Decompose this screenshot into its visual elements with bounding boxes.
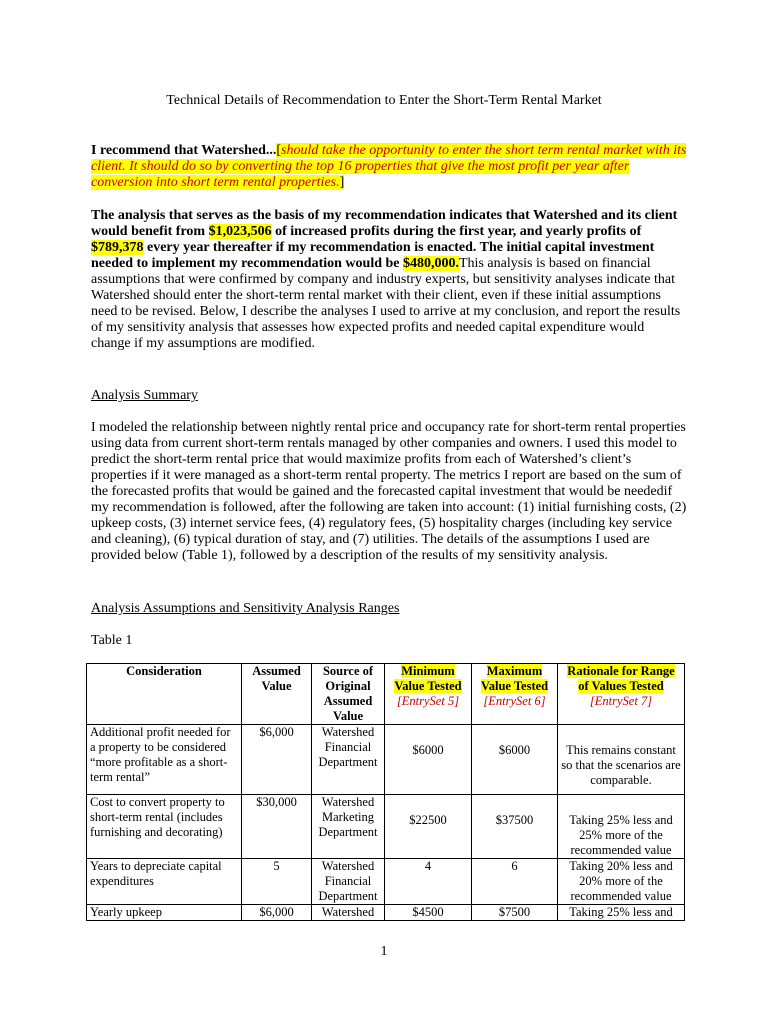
table-row (87, 795, 685, 859)
row-source: Watershed Marketing Department (312, 795, 385, 859)
row-source: Watershed (312, 905, 385, 921)
basis-text-b: of increased profits during the first year, and yearly profits of (271, 224, 642, 239)
row-max: $6000 (472, 725, 558, 795)
analysis-summary-paragraph: I modeled the relationship between nightly rental price and occupancy rate for short-term rental properties using data from current short-term rentals managed by other companies and owners. I used this model to predict the short-term rental price that would maximize profits from each of Watershed’s client’s properties if it were managed as a short-term rental property. The metrics I report are based on the sum of the forecasted profits that would be gained and the forecasted capital investment that would be neededif my recommendation is followed, after the following are taken into account: (1) initial furnishing costs, (2) upkeep costs, (3) internet service fees, (4) regulatory fees, (5) hospitality charges (including key service and cleaning), (6) typical duration of stay, and (7) utilities. The details of the assumptions I used are provided below (Table 1), followed by a description of the results of my sensitivity analysis. (91, 420, 687, 563)
row-min: $22500 (385, 795, 472, 859)
header-rationale (558, 664, 685, 725)
header-rationale-label: Rationale for Range of Values Tested (567, 664, 675, 693)
header-rationale-entryset: [EntrySet 7] (589, 694, 653, 708)
row-consideration: Yearly upkeep (87, 905, 242, 921)
row-source: Watershed Financial Department (312, 859, 385, 905)
row-consideration: Years to depreciate capital expenditures (87, 859, 242, 905)
basis-text-c: every year thereafter if my recommendation is enacted. The initial capital investment needed to implement my recommendation would be (91, 240, 655, 271)
header-minimum-label: Minimum Value Tested (394, 664, 462, 693)
assumptions-heading: Analysis Assumptions and Sensitivity Analysis Ranges (91, 601, 400, 616)
yearly-profit-value: $789,378 (91, 240, 144, 255)
table-row (87, 725, 685, 795)
table-row (87, 905, 685, 921)
row-consideration: Cost to convert property to short-term rental (includes furnishing and decorating) (87, 795, 242, 859)
recommendation-close-bracket: ] (339, 175, 345, 190)
header-maximum (472, 664, 558, 725)
header-minimum (385, 664, 472, 725)
row-assumed: $6,000 (242, 725, 312, 795)
row-source: Watershed Financial Department (312, 725, 385, 795)
header-consideration: Consideration (87, 664, 242, 725)
row-assumed: $30,000 (242, 795, 312, 859)
table-header-row (87, 664, 685, 725)
basis-paragraph (91, 208, 687, 352)
row-assumed: $6,000 (242, 905, 312, 921)
row-max: 6 (472, 859, 558, 905)
row-rationale: This remains constant so that the scenarios are comparable. (558, 725, 685, 795)
table-row (87, 859, 685, 905)
recommendation-open-bracket: [ (276, 143, 282, 158)
row-assumed: 5 (242, 859, 312, 905)
assumptions-table (86, 663, 685, 921)
header-source: Source of Original Assumed Value (312, 664, 385, 725)
row-consideration: Additional profit needed for a property to be considered “more profitable as a short-term rental” (87, 725, 242, 795)
header-maximum-entryset: [EntrySet 6] (483, 694, 546, 708)
row-rationale: Taking 25% less and 25% more of the recommended value (558, 795, 685, 859)
row-min: 4 (385, 859, 472, 905)
recommendation-lead: I recommend that Watershed... (91, 143, 277, 158)
recommendation-paragraph (91, 143, 687, 191)
row-min: $4500 (385, 905, 472, 921)
header-minimum-entryset: [EntrySet 5] (396, 694, 460, 708)
row-min: $6000 (385, 725, 472, 795)
page-number: 1 (380, 944, 388, 959)
analysis-summary-heading: Analysis Summary (91, 388, 198, 403)
document-title: Technical Details of Recommendation to Enter the Short-Term Rental Market (166, 93, 602, 108)
first-year-profit-value: $1,023,506 (208, 224, 272, 239)
header-assumed-value: Assumed Value (242, 664, 312, 725)
basis-text-a: The analysis that serves as the basis of my recommendation indicates that Watershed and its client would benefit from (91, 208, 678, 239)
header-maximum-label: Maximum Value Tested (480, 664, 549, 693)
recommendation-text: should take the opportunity to enter the short term rental market with its client. It should do so by converting the top 16 properties that give the most profit per year after conversion into short term rental properties. (91, 143, 687, 190)
basis-text-d: This analysis is based on financial assumptions that were confirmed by company and industry experts, but sensitivity analyses indicate that Watershed should enter the short-term rental market with their client, even if these initial assumptions need to be revised. Below, I describe the analyses I used to arrive at my conclusion, and report the results of my sensitivity analysis that assesses how expected profits and needed capital expenditure would change if my assumptions are modified. (91, 256, 681, 351)
row-max: $7500 (472, 905, 558, 921)
row-rationale: Taking 25% less and (558, 905, 685, 921)
capital-investment-value: $480,000. (403, 256, 459, 271)
row-rationale: Taking 20% less and 20% more of the recommended value (558, 859, 685, 905)
row-max: $37500 (472, 795, 558, 859)
table-label: Table 1 (91, 633, 133, 648)
